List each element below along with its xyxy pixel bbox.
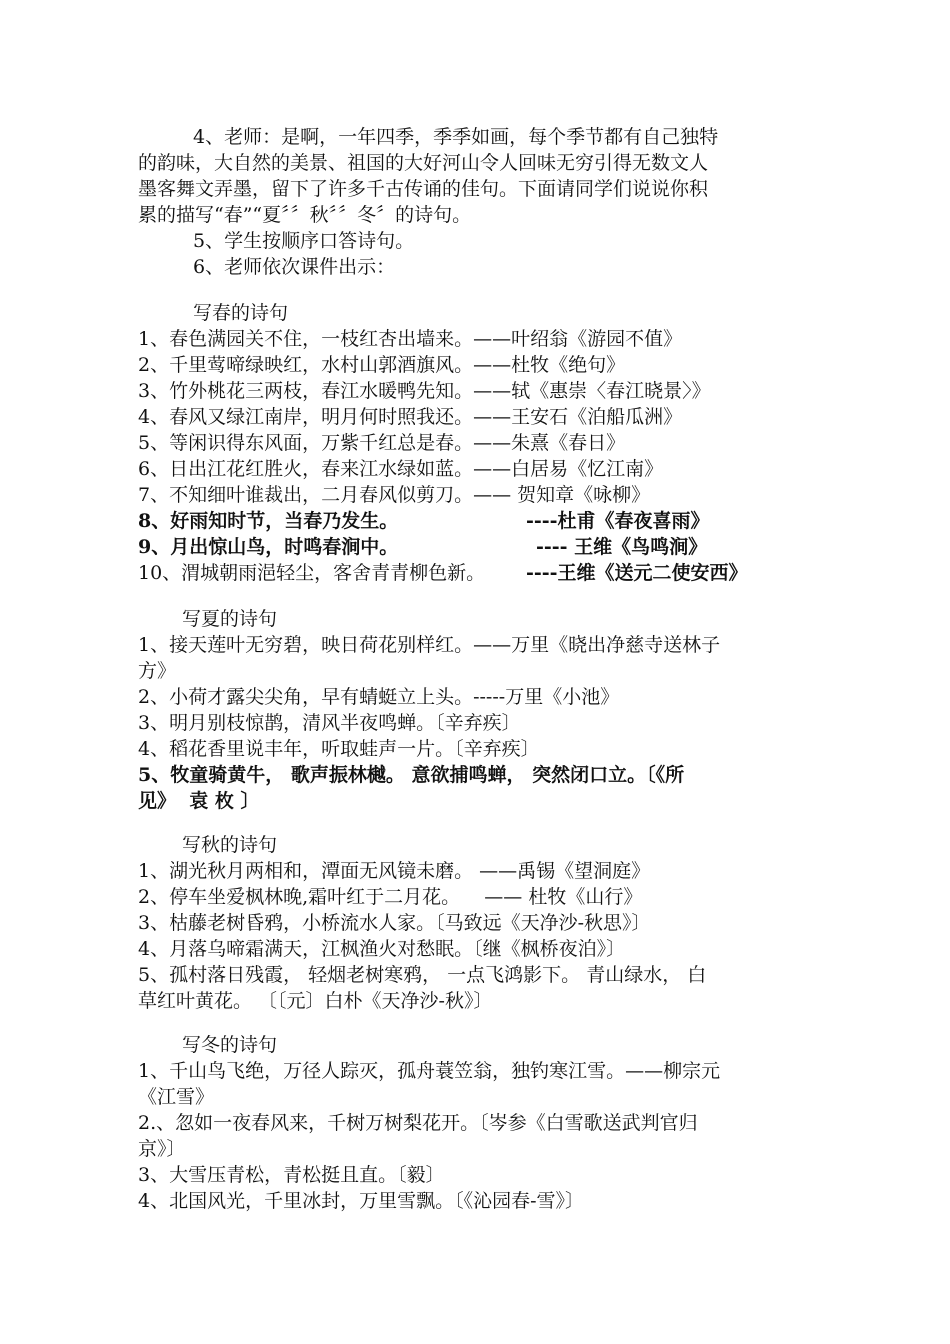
autumn-poem-line: 4、月落乌啼霜满天，江枫渔火对愁眠。〔继《枫桥夜泊》〕 (138, 938, 626, 960)
spring-poem-line: 6、日出江花红胜火，春来江水绿如蓝。——白居易《忆江南》 (138, 458, 664, 480)
intro-line: 4、老师：是啊，一年四季，季季如画，每个季节都有自己独特 (193, 126, 719, 148)
winter-poem-line: 3、大雪压青松，青松挺且直。〔毅〕 (138, 1164, 445, 1186)
intro-line: 的韵味，大自然的美景、祖国的大好河山令人回味无穷引得无数文人 (138, 152, 709, 174)
autumn-poem-line: 3、枯藤老树昏鸦，小桥流水人家。〔马致远《天净沙-秋思》〕 (138, 912, 651, 934)
step-5: 5、学生按顺序口答诗句。 (193, 230, 415, 252)
spring-heading: 写春的诗句 (193, 302, 289, 324)
spring-poem-line: 7、不知细叶谁裁出，二月春风似剪刀。—— 贺知章《咏柳》 (138, 484, 651, 506)
summer-poem-line: 4、稻花香里说丰年，听取蛙声一片。〔辛弃疾〕 (138, 738, 540, 760)
spring-poem-line: 1、春色满园关不住，一枝红杏出墙来。——叶绍翁《游园不值》 (138, 328, 683, 350)
summer-poem-line: 1、接天莲叶无穷碧，映日荷花别样红。——万里《晓出净慈寺送林子 (138, 634, 721, 656)
summer-poem-bold-line: 见》 袁 枚 〕 (138, 790, 260, 812)
winter-poem-line: 《江雪》 (138, 1086, 215, 1108)
summer-poem-bold-line: 5、牧童骑黄牛， 歌声振林樾。 意欲捕鸣蝉， 突然闭口立。〔《所 (138, 764, 685, 786)
winter-poem-line: 京》〕 (138, 1138, 186, 1160)
spring-poem-line-9: 9、月出惊山鸟，时鸣春涧中。 (138, 536, 399, 558)
winter-poem-line: 2.、忽如一夜春风来，千树万树梨花开。〔岑参《白雪歌送武判官归 (138, 1112, 698, 1134)
spring-poem-line-9-author: ---- 王维《鸟鸣涧》 (536, 536, 708, 558)
autumn-poem-line: 1、湖光秋月两相和，潭面无风镜未磨。 ——禹锡《望洞庭》 (138, 860, 651, 882)
autumn-heading: 写秋的诗句 (182, 834, 278, 856)
winter-poem-line: 4、北国风光，千里冰封，万里雪飘。〔《沁园春-雪》〕 (138, 1190, 585, 1212)
summer-heading: 写夏的诗句 (182, 608, 278, 630)
spring-poem-line: 3、竹外桃花三两枝，春江水暖鸭先知。——轼《惠崇〈春江晓景〉》 (138, 380, 711, 402)
spring-poem-line: 2、千里莺啼绿映红，水村山郭酒旗风。——杜牧《绝句》 (138, 354, 626, 376)
winter-heading: 写冬的诗句 (182, 1034, 278, 1056)
spring-poem-line: 4、春风又绿江南岸，明月何时照我还。——王安石《泊船瓜洲》 (138, 406, 683, 428)
autumn-poem-line: 草红叶黄花。 〔〔元〕白朴《天净沙-秋》〕 (138, 990, 493, 1012)
spring-poem-line-10: 10、渭城朝雨浥轻尘，客舍青青柳色新。 (138, 562, 486, 584)
summer-poem-line: 2、小荷才露尖尖角，早有蜻蜓立上头。-----万里《小池》 (138, 686, 620, 708)
spring-poem-line-8-author: ----杜甫《春夜喜雨》 (526, 510, 710, 532)
spring-poem-line-8: 8、好雨知时节，当春乃发生。 (138, 510, 399, 532)
summer-poem-line: 方》 (138, 660, 177, 682)
intro-line: 累的描写“春”“夏〞〞秋〞〞冬〞的诗句。 (138, 204, 472, 226)
intro-line: 墨客舞文弄墨，留下了许多千古传诵的佳句。下面请同学们说说你积 (138, 178, 709, 200)
spring-poem-line: 5、等闲识得东风面，万紫千红总是春。——朱熹《春日》 (138, 432, 626, 454)
winter-poem-line: 1、千山鸟飞绝，万径人踪灭，孤舟蓑笠翁，独钓寒江雪。——柳宗元 (138, 1060, 721, 1082)
step-6: 6、老师依次课件出示： (193, 256, 396, 278)
spring-poem-line-10-author: ----王维《送元二使安西》 (526, 562, 748, 584)
autumn-poem-line: 5、孤村落日残霞， 轻烟老树寒鸦， 一点飞鸿影下。 青山绿水， 白 (138, 964, 707, 986)
summer-poem-line: 3、明月别枝惊鹊，清风半夜鸣蝉。〔辛弃疾〕 (138, 712, 521, 734)
autumn-poem-line: 2、停车坐爱枫林晚,霜叶红于二月花。 —— 杜牧《山行》 (138, 886, 643, 908)
